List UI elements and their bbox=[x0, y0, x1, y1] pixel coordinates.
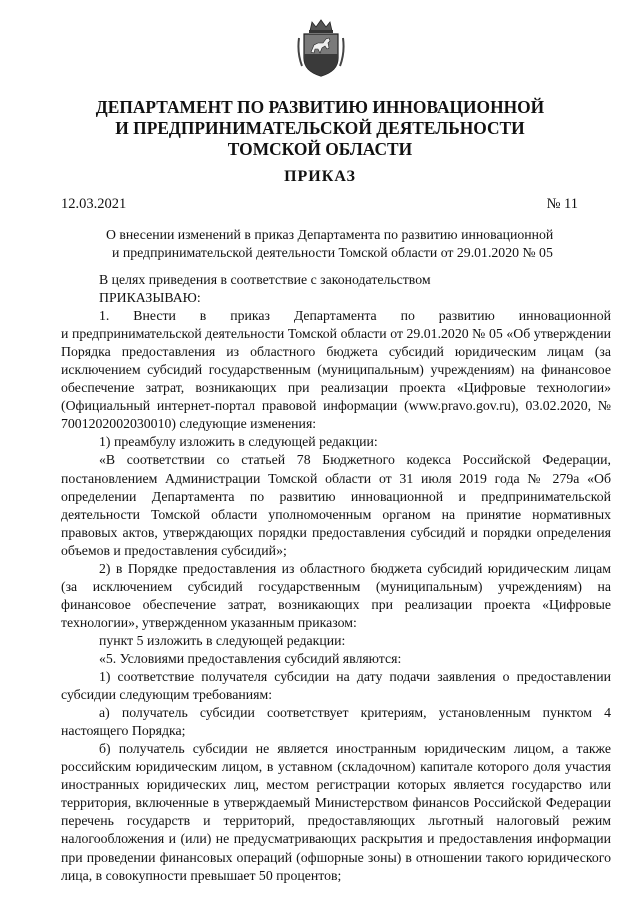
order-body bbox=[61, 271, 611, 885]
paragraph-point-5-intro: пункт 5 изложить в следующей редакции: bbox=[99, 632, 346, 648]
paragraph-order-word: ПРИКАЗЫВАЮ: bbox=[99, 290, 201, 306]
paragraph-subitem-2: 2) в Порядке предоставления из областного бюджета субсидий юридическим лицам (за исключением субсидий государственным (муниципальным) учреждениям) на финансовое обеспечение затрат, возникающих при реализации проекта «Цифровые технологии», утвержденном указанным приказом: bbox=[61, 560, 611, 630]
paragraph-item-1-rest: и предпринимательской деятельности Томской области от 29.01.2020 № 05 «Об утверждении Порядка предоставления из областного бюджета субсидий юридическим лицам (за исключением субсидий государственным (муниципальным) учреждениям) на финансовое обеспечение затрат, возникающих при реализации проекта «Цифровые технологии» (Официальный интернет-портал правовой информации (www.pravo.gov.ru), 03.02.2020, № 7001202002030010) следующие изменения: bbox=[61, 326, 611, 432]
document-type-title: ПРИКАЗ bbox=[284, 168, 356, 185]
paragraph-point-5: «5. Условиями предоставления субсидий являются: bbox=[99, 650, 402, 666]
order-number: № 11 bbox=[546, 196, 578, 212]
subject-line-1: О внесении изменений в приказ Департамента по развитию инновационной bbox=[106, 227, 554, 242]
paragraph-subitem-1: 1) преамбулу изложить в следующей редакции: bbox=[99, 434, 378, 450]
department-name-line-1: ДЕПАРТАМЕНТ ПО РАЗВИТИЮ ИННОВАЦИОННОЙ bbox=[95, 97, 545, 117]
order-date: 12.03.2021 bbox=[61, 196, 127, 212]
paragraph-condition-a: а) получатель субсидии соответствует критериям, установленным пунктом 4 настоящего Порядка; bbox=[61, 705, 611, 739]
paragraph-item-1-first-line: 1. Внести в приказ Департамента по развитию инновационной bbox=[99, 308, 611, 324]
paragraph-condition-1: 1) соответствие получателя субсидии на дату подачи заявления о предоставлении субсидии следующим требованиям: bbox=[61, 669, 611, 703]
paragraph-condition-b: б) получатель субсидии не является иностранным юридическим лицом, а также российским юридическим лицом, в уставном (складочном) капитале которого доля участия иностранных юридических лиц, местом регистрации которых является государство или территория, включенные в утверждаемый Министерством финансов Российской Федерации перечень государств и территорий, предоставляющих льготный налоговый режим налогообложения и (или) не предусматривающих раскрытия и предоставления информации при проведении финансовых операций (офшорные зоны) в отношении такого юридического лица, в совокупности превышает 50 процентов; bbox=[61, 741, 611, 883]
paragraph-new-preamble: «В соответствии со статьей 78 Бюджетного кодекса Российской Федерации, постановлением Администрации Томской области от 31 июля 2019 года № 279а «Об определении Департамента по развитию инновационной и предпринимательской деятельности Томской области уполномоченным органом на принятие нормативных правовых актов, утверждающих порядки предоставления субсидий и порядки определения объемов и предоставления субсидий»; bbox=[61, 452, 611, 558]
order-subject bbox=[106, 226, 586, 262]
tomsk-coat-of-arms-icon bbox=[296, 18, 346, 78]
paragraph-preamble: В целях приведения в соответствие с законодательством bbox=[99, 272, 431, 287]
department-name-line-2: И ПРЕДПРИНИМАТЕЛЬСКОЙ ДЕЯТЕЛЬНОСТИ bbox=[115, 118, 525, 138]
subject-line-2: и предпринимательской деятельности Томской области от 29.01.2020 № 05 bbox=[112, 245, 553, 260]
department-name-line-3: ТОМСКОЙ ОБЛАСТИ bbox=[227, 139, 413, 159]
